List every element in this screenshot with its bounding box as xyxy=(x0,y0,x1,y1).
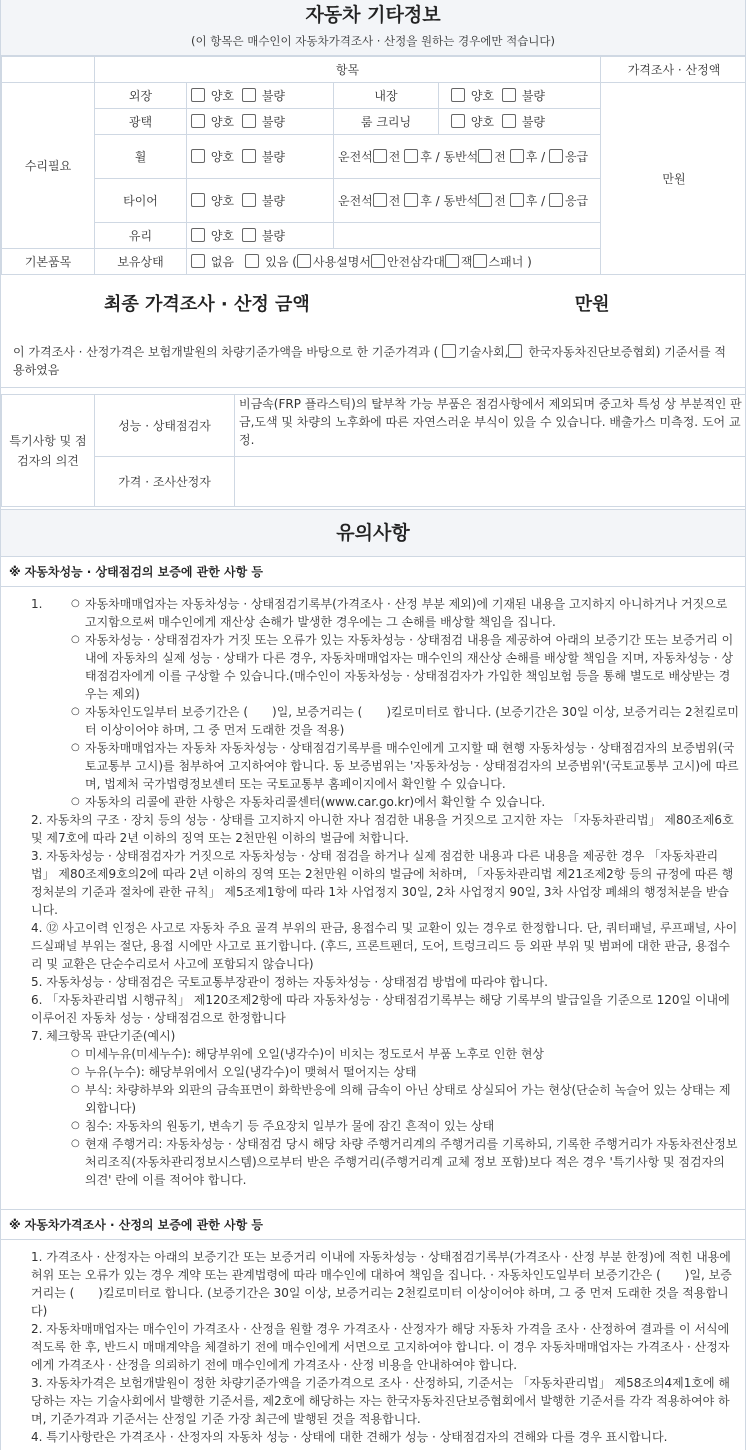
appraiser-opinion xyxy=(235,457,746,507)
wheel-passenger-front-checkbox[interactable] xyxy=(478,149,492,163)
section1-item-5: 5. 자동차성능 · 상태점검은 국토교통부장관이 정하는 자동차성능 · 상태점검 방법에 따라야 합니다. xyxy=(31,975,548,989)
polish-bad-checkbox[interactable] xyxy=(242,114,256,128)
inspector-opinion: 비금속(FRP 플라스틱)의 탈부착 가능 부품은 점검사항에서 제외되며 중고차 특성 상 부분적인 판금,도색 및 차량의 노후화에 따른 자연스러운 부식이 있을 수 있습니다. 배출가스 미측정. 도어 교정. xyxy=(235,395,746,457)
tire-good-checkbox[interactable] xyxy=(191,193,205,207)
section2-item-2: 2. 자동차매매업자는 매수인이 가격조사 · 산정을 원할 경우 가격조사 · 산정자가 해당 자동차 가격을 조사 · 산정하여 결과를 이 서식에 적도록 한 후, 반드시 매매계약을 체결하기 전에 매수인에게 서면으로 고지하여야 합니다. 이 경우 자동차매매업자는 가격조사 · 산정자에게 가격조사 · 산정을 의뢰하기 전에 매수인에게 가격조사 · 산정 비용을 안내하여야 합니다. xyxy=(31,1322,730,1372)
section1-bullets: ○ 자동차매매업자는 자동차성능 · 상태점검기록부(가격조사 · 산정 부분 제외)에 기재된 내용을 고지하지 아니하거나 거짓으로 고지함으로써 매수인에게 재산상 손해가 발생한 경우에는 그 손해를 배상할 책임을 집니다. ○ 자동차성능 · 상태점검자가 거짓 또는 오류가 있는 자동차성능 · 상태점검 내용을 제공하여 아래의 보증기간 또는 보증거리 이내에 자동차의 실제 성능 · 상태가 다른 경우, 자동차매매업자는 매수인의 재산상 손해를 배상할 책임을 지며, 자동차성능 · 상태점검자에게 이를 구상할 수 있습니다.(매수인이 자동차성능 · 상태점검자가 가입한 책임보험 등을 통해 별도로 배상받는 경우는 제외) ○ 자동차인도일부터 보증기간은 ( )일, 보증거리는 ( )킬로미터로 합니다. (보증기간은 30일 이상, 보증거리는 2천킬로미터 이상이어야 하며, 그 중 먼저 도래한 것을 적용) ○ 자동차매매업자는 자동차 자동차성능 · 상태점검기록부를 매수인에게 고지할 때 현행 자동차성능 · 상태점검자의 보증범위(국토교통부 고시)를 첨부하여 고지하여야 합니다. 동 보증범위는 '자동차성능 · 상태점검자의 보증범위'(국토교통부 고시)에 따르며, 법제처 국가법령정보센터 또는 국토교통부 홈페이지에서 확인할 수 있습니다. ○ 자동차의 리콜에 관한 사항은 자동차리콜센터(www.car.go.kr)에서 확인할 수 있습니다. xyxy=(71,597,739,809)
section2-item-1: 1. 가격조사 · 산정자는 아래의 보증기간 또는 보증거리 이내에 자동차성능 · 상태점검기록부(가격조사 · 산정 부분 한정)에 적힌 내용에 허위 또는 오류가 있는 경우 계약 또는 관계법령에 따라 매수인에 대하여 책임을 집니다. · 자동차인도일부터 보증기간은 ( )일, 보증거리는 ( )킬로미터로 합니다. (보증기간은 30일 이상, 보증거리는 2천킬로미터 이상이어야 하며, 그 중 먼저 도래한 것을 적용합니다) xyxy=(31,1250,732,1318)
tire-seat-options: 운전석 전 후 / 동반석 전 후 / 응급 xyxy=(334,179,601,223)
interior-bad-checkbox[interactable] xyxy=(502,88,516,102)
kadia-checkbox[interactable] xyxy=(508,344,522,358)
glass-good-checkbox[interactable] xyxy=(191,228,205,242)
section1-item-1: 1. ○ 자동차매매업자는 자동차성능 · 상태점검기록부(가격조사 · 산정 부분 제외)에 기재된 내용을 고지하지 아니하거나 거짓으로 고지함으로써 매수인에게 재산상 손해가 발생한 경우에는 그 손해를 배상할 책임을 집니다. ○ 자동차성능 · 상태점검자가 거짓 또는 오류가 있는 자동차성능 · 상태점검 내용을 제공하여 아래의 보증기간 또는 보증거리 이내에 자동차의 실제 성능 · 상태가 다른 경우, 자동차매매업자는 매수인의 재산상 손해를 배상할 책임을 지며, 자동차성능 · 상태점검자에게 이를 구상할 수 있습니다.(매수인이 자동차성능 · 상태점검자가 가입한 책임보험 등을 통해 별도로 배상받는 경우는 제외) ○ 자동차인도일부터 보증기간은 ( )일, 보증거리는 ( )킬로미터로 합니다. (보증기간은 30일 이상, 보증거리는 2천킬로미터 이상이어야 하며, 그 중 먼저 도래한 것을 적용) ○ 자동차매매업자는 자동차 자동차성능 · 상태점검기록부를 매수인에게 고지할 때 현행 자동차성능 · 상태점검자의 보증범위(국토교통부 고시)를 첨부하여 고지하여야 합니다. 동 보증범위는 '자동차성능 · 상태점검자의 보증범위'(국토교통부 고시)에 따르며, 법제처 국가법령정보센터 또는 국토교통부 홈페이지에서 확인할 수 있습니다. ○ 자동차의 리콜에 관한 사항은 자동차리콜센터(www.car.go.kr)에서 확인할 수 있습니다. xyxy=(31,597,739,809)
section2-body xyxy=(1,1240,745,1450)
final-price-row xyxy=(1,275,745,331)
tech-society-checkbox[interactable] xyxy=(442,344,456,358)
exterior-bad-checkbox[interactable] xyxy=(242,88,256,102)
room-cleaning-good-checkbox[interactable] xyxy=(451,114,465,128)
price-amount-cell xyxy=(601,83,746,275)
tire-driver-front-checkbox[interactable] xyxy=(373,193,387,207)
wheel-driver-rear-checkbox[interactable] xyxy=(404,149,418,163)
triangle-checkbox[interactable] xyxy=(371,254,385,268)
basic-have-checkbox[interactable] xyxy=(245,254,259,268)
row-possession-label: 보유상태 xyxy=(95,249,187,275)
page-subtitle: (이 항목은 매수인이 자동차가격조사 · 산정을 원하는 경우에만 적습니다) xyxy=(190,34,556,48)
title-bar xyxy=(1,0,745,56)
section1-item-6: 6. 「자동차관리법 시행규칙」 제120조제2항에 따라 자동차성능 · 상태점검기록부는 해당 기록부의 발급일을 기준으로 120일 이내에 이루어진 자동차 성능 · 상태점검으로 한정합니다 xyxy=(31,993,730,1025)
row-room-cleaning-label: 룸 크리닝 xyxy=(334,109,439,135)
price-basis-text: 이 가격조사 · 산정가격은 보험개발원의 차량기준가액을 바탕으로 한 기준가격과 ( 기술사회, 한국자동차진단보증협회) 기준서를 적용하였음 xyxy=(1,331,745,388)
page-title: 자동차 기타정보 xyxy=(305,4,441,26)
repair-table xyxy=(1,56,746,275)
col-price-header: 가격조사 · 산정액 xyxy=(601,57,746,83)
special-notes-table xyxy=(1,394,746,507)
wheel-bad-checkbox[interactable] xyxy=(242,149,256,163)
exterior-options: 양호 불량 xyxy=(187,83,334,109)
row-tire-label: 타이어 xyxy=(95,179,187,223)
polish-good-checkbox[interactable] xyxy=(191,114,205,128)
section1-item-4: 4. ⑫ 사고이력 인정은 사고로 자동차 주요 골격 부위의 판금, 용접수리 및 교환이 있는 경우로 한정합니다. 단, 쿼터패널, 루프패널, 사이드실패널 부위는 절단, 용접 시에만 사고로 표기합니다. (후드, 프론트펜더, 도어, 트렁크리드 등 외판 부위 및 범퍼에 대한 판금, 용접수리 및 교환은 단순수리로서 사고에 포함되지 않습니다) xyxy=(31,921,738,971)
possession-options: 없음 있음 ( 사용설명서 안전삼각대 잭 스패너 ) xyxy=(187,249,601,275)
special-group-label: 특기사항 및 점검자의 의견 xyxy=(2,395,95,507)
repair-group-label: 수리필요 xyxy=(2,83,95,249)
section1-body xyxy=(1,587,745,1195)
spanner-checkbox[interactable] xyxy=(473,254,487,268)
interior-options: 양호 불량 xyxy=(439,83,601,109)
jack-checkbox[interactable] xyxy=(445,254,459,268)
section2-item-3: 3. 자동차가격은 보험개발원이 정한 차량기준가액을 기준가격으로 조사 · 산정하되, 기준서는 「자동차관리법」 제58조의4제1호에 해당하는 자는 기술사회에서 발행한 기준서를, 제2호에 해당하는 자는 한국자동차진단보증협회에서 발행한 기준서를 각각 적용하여야 하며, 기준가격과 기준서는 산정일 기준 가장 최근에 발행된 것을 적용합니다. xyxy=(31,1376,730,1426)
glass-options: 양호 불량 xyxy=(187,223,334,249)
basic-none-checkbox[interactable] xyxy=(191,254,205,268)
exterior-good-checkbox[interactable] xyxy=(191,88,205,102)
section1-heading: ※ 자동차성능 · 상태점검의 보증에 관한 사항 등 xyxy=(1,557,745,587)
section1-item-7: 7. 체크항목 판단기준(예시) xyxy=(31,1029,176,1043)
wheel-seat-options: 운전석 전 후 / 동반석 전 후 / 응급 xyxy=(334,135,601,179)
room-cleaning-bad-checkbox[interactable] xyxy=(502,114,516,128)
price-unit: 만원 xyxy=(662,172,686,186)
tire-passenger-front-checkbox[interactable] xyxy=(478,193,492,207)
notice-title: 유의사항 xyxy=(1,509,745,557)
section2-item-4: 4. 특기사항란은 가격조사 · 산정자의 자동차 성능 · 상태에 대한 견해가 성능 · 상태점검자의 견해와 다를 경우 표시합니다. xyxy=(31,1430,668,1444)
tire-driver-rear-checkbox[interactable] xyxy=(404,193,418,207)
appraiser-label: 가격 · 조사산정자 xyxy=(95,457,235,507)
row-polish-label: 광택 xyxy=(95,109,187,135)
inspector-label: 성능 · 상태점검자 xyxy=(95,395,235,457)
section1-item-3: 3. 자동차성능 · 상태점검자가 거짓으로 자동차성능 · 상태 점검을 하거나 실제 점검한 내용과 다른 내용을 제공한 경우 「자동차관리법」 제80조제9호의2에 따라 2년 이하의 징역 또는 2천만원 이하의 벌금에 처하며, 「자동차관리법 제21조제2항 등의 규정에 따른 행정처분의 기준과 절차에 관한 규칙」 제5조제1항에 따라 1차 사업정지 30일, 2차 사업정지 90일, 3차 사업장 폐쇄의 행정처분을 받습니다. xyxy=(31,849,734,917)
glass-bad-checkbox[interactable] xyxy=(242,228,256,242)
tire-emergency-checkbox[interactable] xyxy=(549,193,563,207)
section2-heading: ※ 자동차가격조사 · 산정의 보증에 관한 사항 등 xyxy=(1,1209,745,1240)
interior-good-checkbox[interactable] xyxy=(451,88,465,102)
tire-bad-checkbox[interactable] xyxy=(242,193,256,207)
col-item-header: 항목 xyxy=(95,57,601,83)
row-exterior-label: 외장 xyxy=(95,83,187,109)
wheel-good-checkbox[interactable] xyxy=(191,149,205,163)
wheel-options: 양호 불량 xyxy=(187,135,334,179)
polish-options: 양호 불량 xyxy=(187,109,334,135)
final-price-label: 최종 가격조사 · 산정 금액 xyxy=(104,293,310,315)
row-wheel-label: 휠 xyxy=(95,135,187,179)
row-glass-label: 유리 xyxy=(95,223,187,249)
tire-passenger-rear-checkbox[interactable] xyxy=(510,193,524,207)
manual-checkbox[interactable] xyxy=(297,254,311,268)
wheel-driver-front-checkbox[interactable] xyxy=(373,149,387,163)
tire-options: 양호 불량 xyxy=(187,179,334,223)
criteria-list: ○ 미세누유(미세누수): 해당부위에 오일(냉각수)이 비치는 정도로서 부품 노후로 인한 현상 ○ 누유(누수): 해당부위에서 오일(냉각수)이 맺혀서 떨어지는 상태 ○ 부식: 차량하부와 외판의 금속표면이 화학반응에 의해 금속이 아닌 상태로 상실되어 가는 현상(단순히 녹슬어 있는 상태는 제외합니다) ○ 침수: 자동차의 원동기, 변속기 등 주요장치 일부가 물에 잠긴 흔적이 있는 상태 ○ 현재 주행거리: 자동차성능 · 상태점검 당시 해당 차량 주행거리계의 주행거리를 기록하되, 기록한 주행거리가 자동차전산정보처리조직(자동차관리정보시스템)으로부터 받은 주행거리(주행거리계 교체 정보 포함)보다 적은 경우 '특기사항 및 점검자의 의견' 란에 이를 적어야 합니다. xyxy=(71,1047,738,1187)
wheel-passenger-rear-checkbox[interactable] xyxy=(510,149,524,163)
row-interior-label: 내장 xyxy=(334,83,439,109)
room-cleaning-options: 양호 불량 xyxy=(439,109,601,135)
section1-item-2: 2. 자동차의 구조 · 장치 등의 성능 · 상태를 고지하지 아니한 자나 점검한 내용을 거짓으로 고지한 자는 「자동차관리법」 제80조제6호 및 제7호에 따라 2년 이하의 징역 또는 2천만원 이하의 벌금에 처합니다. xyxy=(31,813,734,845)
final-price-unit: 만원 xyxy=(574,293,610,315)
wheel-emergency-checkbox[interactable] xyxy=(549,149,563,163)
basic-group-label: 기본품목 xyxy=(2,249,95,275)
